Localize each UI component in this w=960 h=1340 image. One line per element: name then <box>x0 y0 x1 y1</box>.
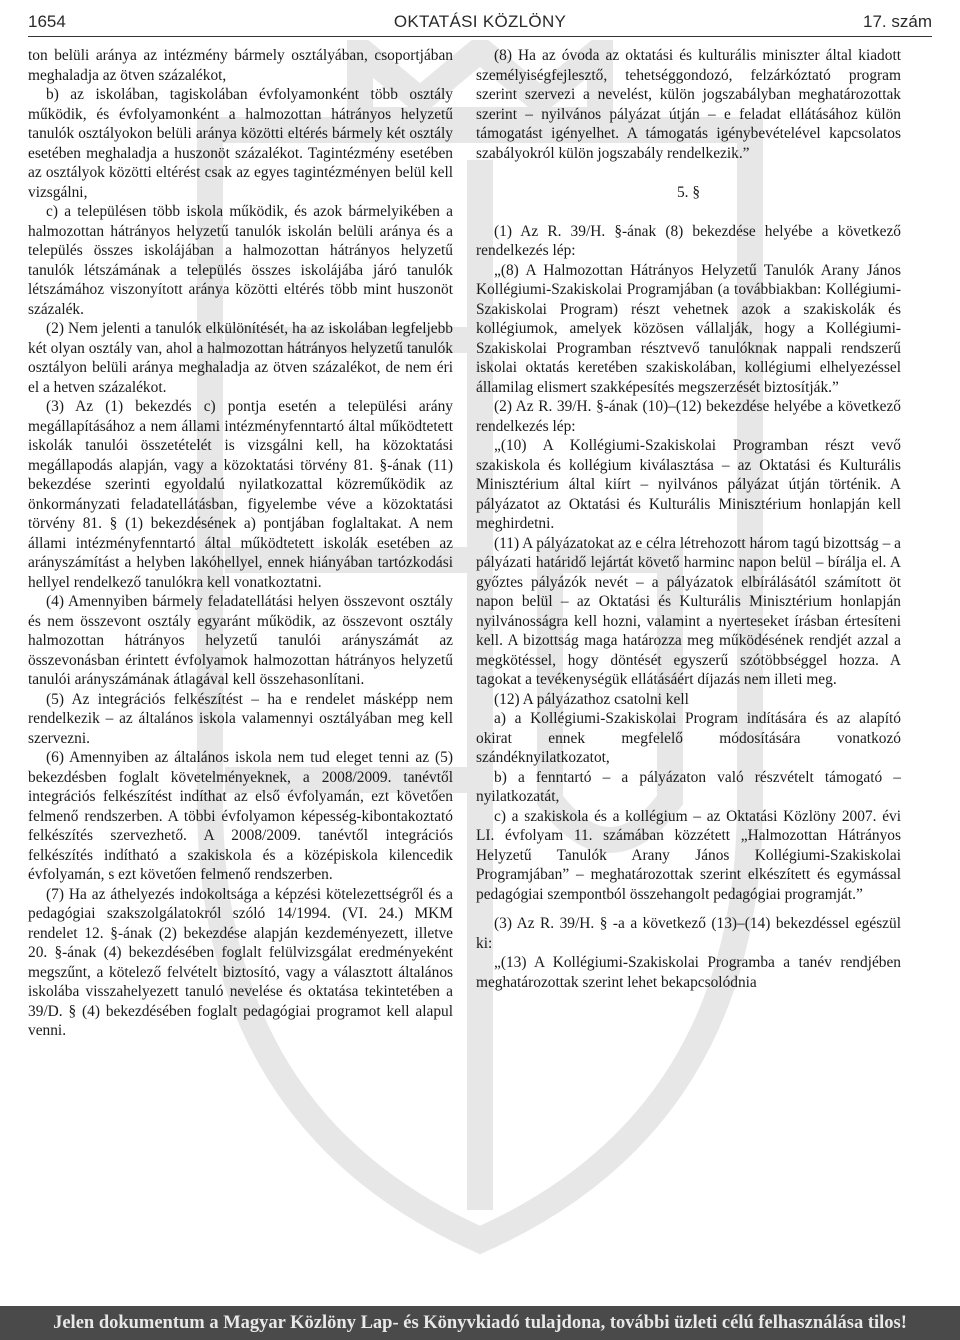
list-item: a) a Kollégiumi-Szakiskolai Program indítására és az alapító okirat ennek megfelelő módosítására vonatkozó szándéknyilatkozatot, <box>476 710 901 766</box>
page-number: 1654 <box>28 12 66 31</box>
paragraph: (6) Amennyiben az általános iskola nem tud eleget tenni az (5) bekezdésben foglalt követelményeknek, a 2008/2009. tanévtől integrációs felkészítést indíthat az első évfolyamán, ezt követően felmenő rendszerben. A többi évfolyamon képesség-kibontakoztató felkészítés szervezhető. A 2008/2009. tanévtől integrációs felkészítés indítható a szakiskola és a középiskola kilencedik évfolyamán, s ezt követően felmenő rendszerben. <box>28 749 453 883</box>
paragraph: (2) Nem jelenti a tanulók elkülönítését, ha az iskolában legfeljebb két olyan osztály van, ahol a halmozottan hátrányos helyzetű tanulók osztályon belüli aránya meghaladja az ötven százalékot, de nem éri el a hetven százalékot. <box>28 320 453 396</box>
paragraph: (12) A pályázathoz csatolni kell <box>494 690 689 708</box>
list-item: c) a szakiskola és a kollégium – az Oktatási Közlöny 2007. évi LI. évfolyam 11. számában közzétett „Halmozottan Hátrányos Helyzetű Tanulók Arany János Kollégiumi-Szakiskolai Programjában” – meghatározottak szerint elkészített és egymással pedagógiai szempontból összehangolt pedagógiai programját.” <box>476 807 901 903</box>
left-column <box>28 46 453 1041</box>
paragraph: (7) Ha az áthelyezés indokoltsága a képzési kötelezettségről és a pedagógiai szakszolgálatokról szóló 14/1994. (VI. 24.) MKM rendelet 12. §-ának (2) bekezdése alapján kezdeményezett, illetve 20. §-ának (4) bekezdésében foglalt felülvizsgálat eredményeként megszűnt, a kötelező felvételt biztosító, vagy a választott általános iskolába visszahelyezett tanuló nevelése és oktatása tekintetében a 39/D. § (4) bekezdésében foglalt pedagógiai programot kell alapul venni. <box>28 885 453 1039</box>
paragraph: ton belüli aránya az intézmény bármely osztályában, csoportjában meghaladja az ötven százalékot, <box>28 47 453 84</box>
paragraph: (5) Az integrációs felkészítést – ha e rendelet másképp nem rendelkezik – az általános iskola valamennyi osztályában meg kell szervezni. <box>28 690 453 747</box>
page-header <box>28 6 932 34</box>
list-item: b) a fenntartó – a pályázaton való részvételt támogató – nyilatkozatát, <box>476 768 901 805</box>
paragraph: b) az iskolában, tagiskolában évfolyamonként több osztály működik, és évfolyamonként a halmozottan hátrányos helyzetű tanulók osztályokon belüli aránya közötti eltérés bármely két osztály esetében meghaladja a huszonöt százalékot. Tagintézmény esetében az osztályok közötti eltérést csak az egyes tagintézményen belül kell vizsgálni, <box>28 86 453 201</box>
quoted-paragraph: „(8) A Halmozottan Hátrányos Helyzetű Tanulók Arany János Kollégiumi-Szakiskolai Programjában (a továbbiakban: Kollégiumi-Szakiskolai Program) részt vehetnek azok a szakiskolák és kollégiumok, amelyek közösen vállalják, hogy a Kollégiumi-Szakiskolai Programban résztvevő tanulóknak nappali rendszerű iskolai oktatás keretében szakiskolában, kollégiumi elhelyezéssel államilag elismert szakképesítés megszerzését biztosítják.” <box>476 261 901 396</box>
issue-number: 17. szám <box>863 12 932 31</box>
paragraph: (4) Amennyiben bármely feladatellátási helyen összevont osztály és nem összevont osztály egyaránt működik, az összevont osztály halmozottan hátrányos helyzetű tanulói arányszámát az összevonásban érintett évfolyamok halmozottan hátrányos helyzetű tanulói arányszámának átlagával kell összehasonlítani. <box>28 593 453 688</box>
right-column <box>476 46 901 992</box>
paragraph: (3) Az R. 39/H. § -a a következő (13)–(14) bekezdéssel egészül ki: <box>476 915 901 952</box>
paragraph: (8) Ha az óvoda az oktatási és kulturális miniszter által kiadott személyiségfejlesztő, tehetséggondozó, felzárkóztató program szerint szervezi a nevelést, külön jogszabályban meghatározottak szerint – nyilvános pályázat útján – e feladat ellátásához külön támogatást igényelhet. A támogatás igénybevételével kapcsolatos szabályokról külön jogszabály rendelkezik.” <box>476 47 901 162</box>
paragraph: (11) A pályázatokat az e célra létrehozott három tagú bizottság – a pályázati határidő lejártát követő harminc napon belül – bírálja el. A győztes pályázók nevét – a pályázatok elbírálásától számított öt napon belül – az Oktatási és Kulturális Minisztérium honlapján nyilvánosságra kell hozni, valamint a nyerteseket írásban értesíteni kell. A bizottság maga határozza meg működésének rendjét azzal a megkötéssel, hogy döntését egyszerű szótöbbséggel hozza. A tagokat a tevékenységük ellátásáért díjazás nem illeti meg. <box>476 534 901 688</box>
quoted-paragraph: „(10) A Kollégiumi-Szakiskolai Programban részt vevő szakiskola és kollégium kiválasztása – az Oktatási és Kulturális Minisztérium által kiírt – nyilvános pályázat útján történik. A pályázatot az Oktatási és Kulturális Minisztérium honlapján kell meghirdetni. <box>476 437 901 532</box>
journal-title: OKTATÁSI KÖZLÖNY <box>393 12 567 31</box>
header-rule <box>28 36 932 37</box>
paragraph: (2) Az R. 39/H. §-ának (10)–(12) bekezdése helyébe a következő rendelkezés lép: <box>476 398 901 435</box>
paragraph: (1) Az R. 39/H. §-ának (8) bekezdése helyébe a következő rendelkezés lép: <box>476 222 901 259</box>
section-heading: 5. § <box>676 183 701 201</box>
quoted-paragraph: „(13) A Kollégiumi-Szakiskolai Programba a tanév rendjében meghatározottak szerint lehet bekapcsolódnia <box>476 954 901 991</box>
copyright-footer: Jelen dokumentum a Magyar Közlöny Lap- és Könyvkiadó tulajdona, további üzleti célú felhasználása tilos! <box>0 1306 960 1340</box>
paragraph: c) a településen több iskola működik, és azok bármelyikében a halmozottan hátrányos helyzetű tanulók iskolán belüli aránya és a település összes iskolájában a halmozottan hátrányos helyzetű tanulók létszámának a település összes iskolájába járó tanulók létszámához viszonyított aránya közötti eltérés több mint huszonöt százalék. <box>28 203 453 318</box>
paragraph: (3) Az (1) bekezdés c) pontja esetén a települési arány megállapításához a nem állami intézményfenntartó által működtetett iskolák tanulói összetételét is vizsgálni kell, ha közoktatási megállapodás alapján, vagy a közoktatási törvény 81. §-ának (11) bekezdése szerinti egyoldalú nyilatkozattal közreműködik az önkormányzati feladatellátásban, figyelembe véve a közoktatási törvény 81. § (1) bekezdésének a) pontjában foglaltakat. A nem állami intézményfenntartó által működtetett iskolák esetében az arányszámítást a helyben lakóhellyel, ennek hiányában tartózkodási hellyel rendelkező tanulókra kell vonatkoztatni. <box>28 398 453 591</box>
